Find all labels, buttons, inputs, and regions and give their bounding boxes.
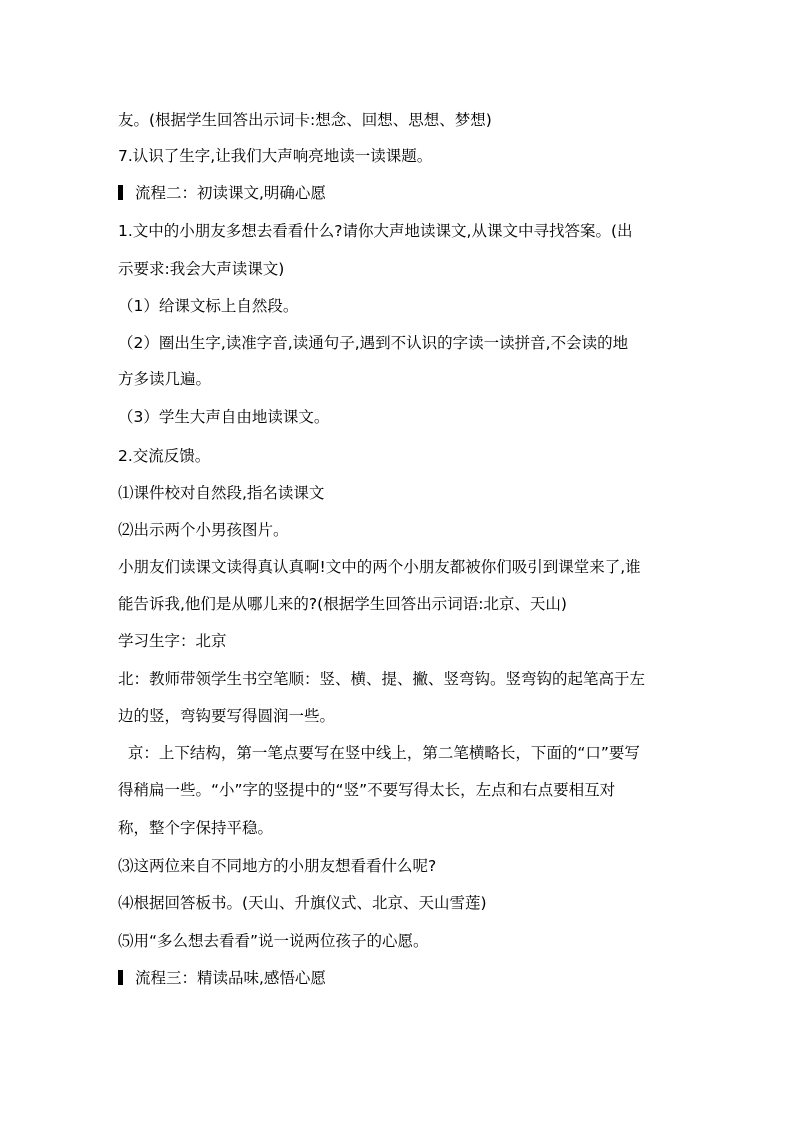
text-line: （1）给课文标上自然段。 (118, 297, 299, 315)
text-line: 边的竖，弯钩要写得圆润一些。 (118, 707, 336, 725)
heading-text: 流程三：精读品味,感悟心愿 (135, 969, 326, 987)
text-line: 北：教师带领学生书空笔顺：竖、横、提、撇、竖弯钩。竖弯钩的起笔高于左 (118, 670, 646, 688)
text-line: 能告诉我,他们是从哪儿来的?(根据学生回答出示词语:北京、天山) (118, 595, 567, 613)
text-line: 京：上下结构，第一笔点要写在竖中线上，第二笔横略长，下面的“口”要写 (118, 744, 640, 762)
text-line: ⑸用“多么想去看看”说一说两位孩子的心愿。 (118, 932, 429, 950)
text-line: ⑴课件校对自然段,指名读课文 (118, 484, 325, 502)
text-line: 1.文中的小朋友多想去看看什么?请你大声地读课文,从课文中寻找答案。(出 (118, 222, 633, 240)
text-line: 小朋友们读课文读得真认真啊!文中的两个小朋友都被你们吸引到课堂来了,谁 (118, 558, 641, 576)
text-line: 2.交流反馈。 (118, 447, 211, 465)
text-line: 学习生字：北京 (118, 632, 227, 650)
text-line: 称，整个字保持平稳。 (118, 819, 274, 837)
section-heading (118, 968, 678, 988)
heading-text: 流程二：初读课文,明确心愿 (135, 184, 326, 202)
text-line: ⑵出示两个小男孩图片。 (118, 521, 289, 539)
text-line: 得稍扁一些。“小”字的竖提中的“竖”不要写得太长，左点和右点要相互对 (118, 781, 616, 799)
text-line: 7.认识了生字,让我们大声响亮地读一读课题。 (118, 147, 433, 165)
text-line: ⑷根据回答板书。(天山、升旗仪式、北京、天山雪莲) (118, 894, 487, 912)
heading-bar-icon (118, 185, 123, 200)
text-line: 友。(根据学生回答出示词卡:想念、回想、思想、梦想) (118, 111, 492, 129)
heading-bar-icon (118, 970, 123, 985)
text-line: 示要求:我会大声读课文) (118, 260, 285, 278)
section-heading (118, 183, 678, 203)
text-line: ⑶这两位来自不同地方的小朋友想看看什么呢? (118, 857, 437, 875)
text-line: （2）圈出生字,读准字音,读通句子,遇到不认识的字读一读拼音,不会读的地 (118, 334, 629, 352)
text-line: 方多读几遍。 (118, 370, 212, 388)
text-line: （3）学生大声自由地读课文。 (118, 408, 330, 426)
